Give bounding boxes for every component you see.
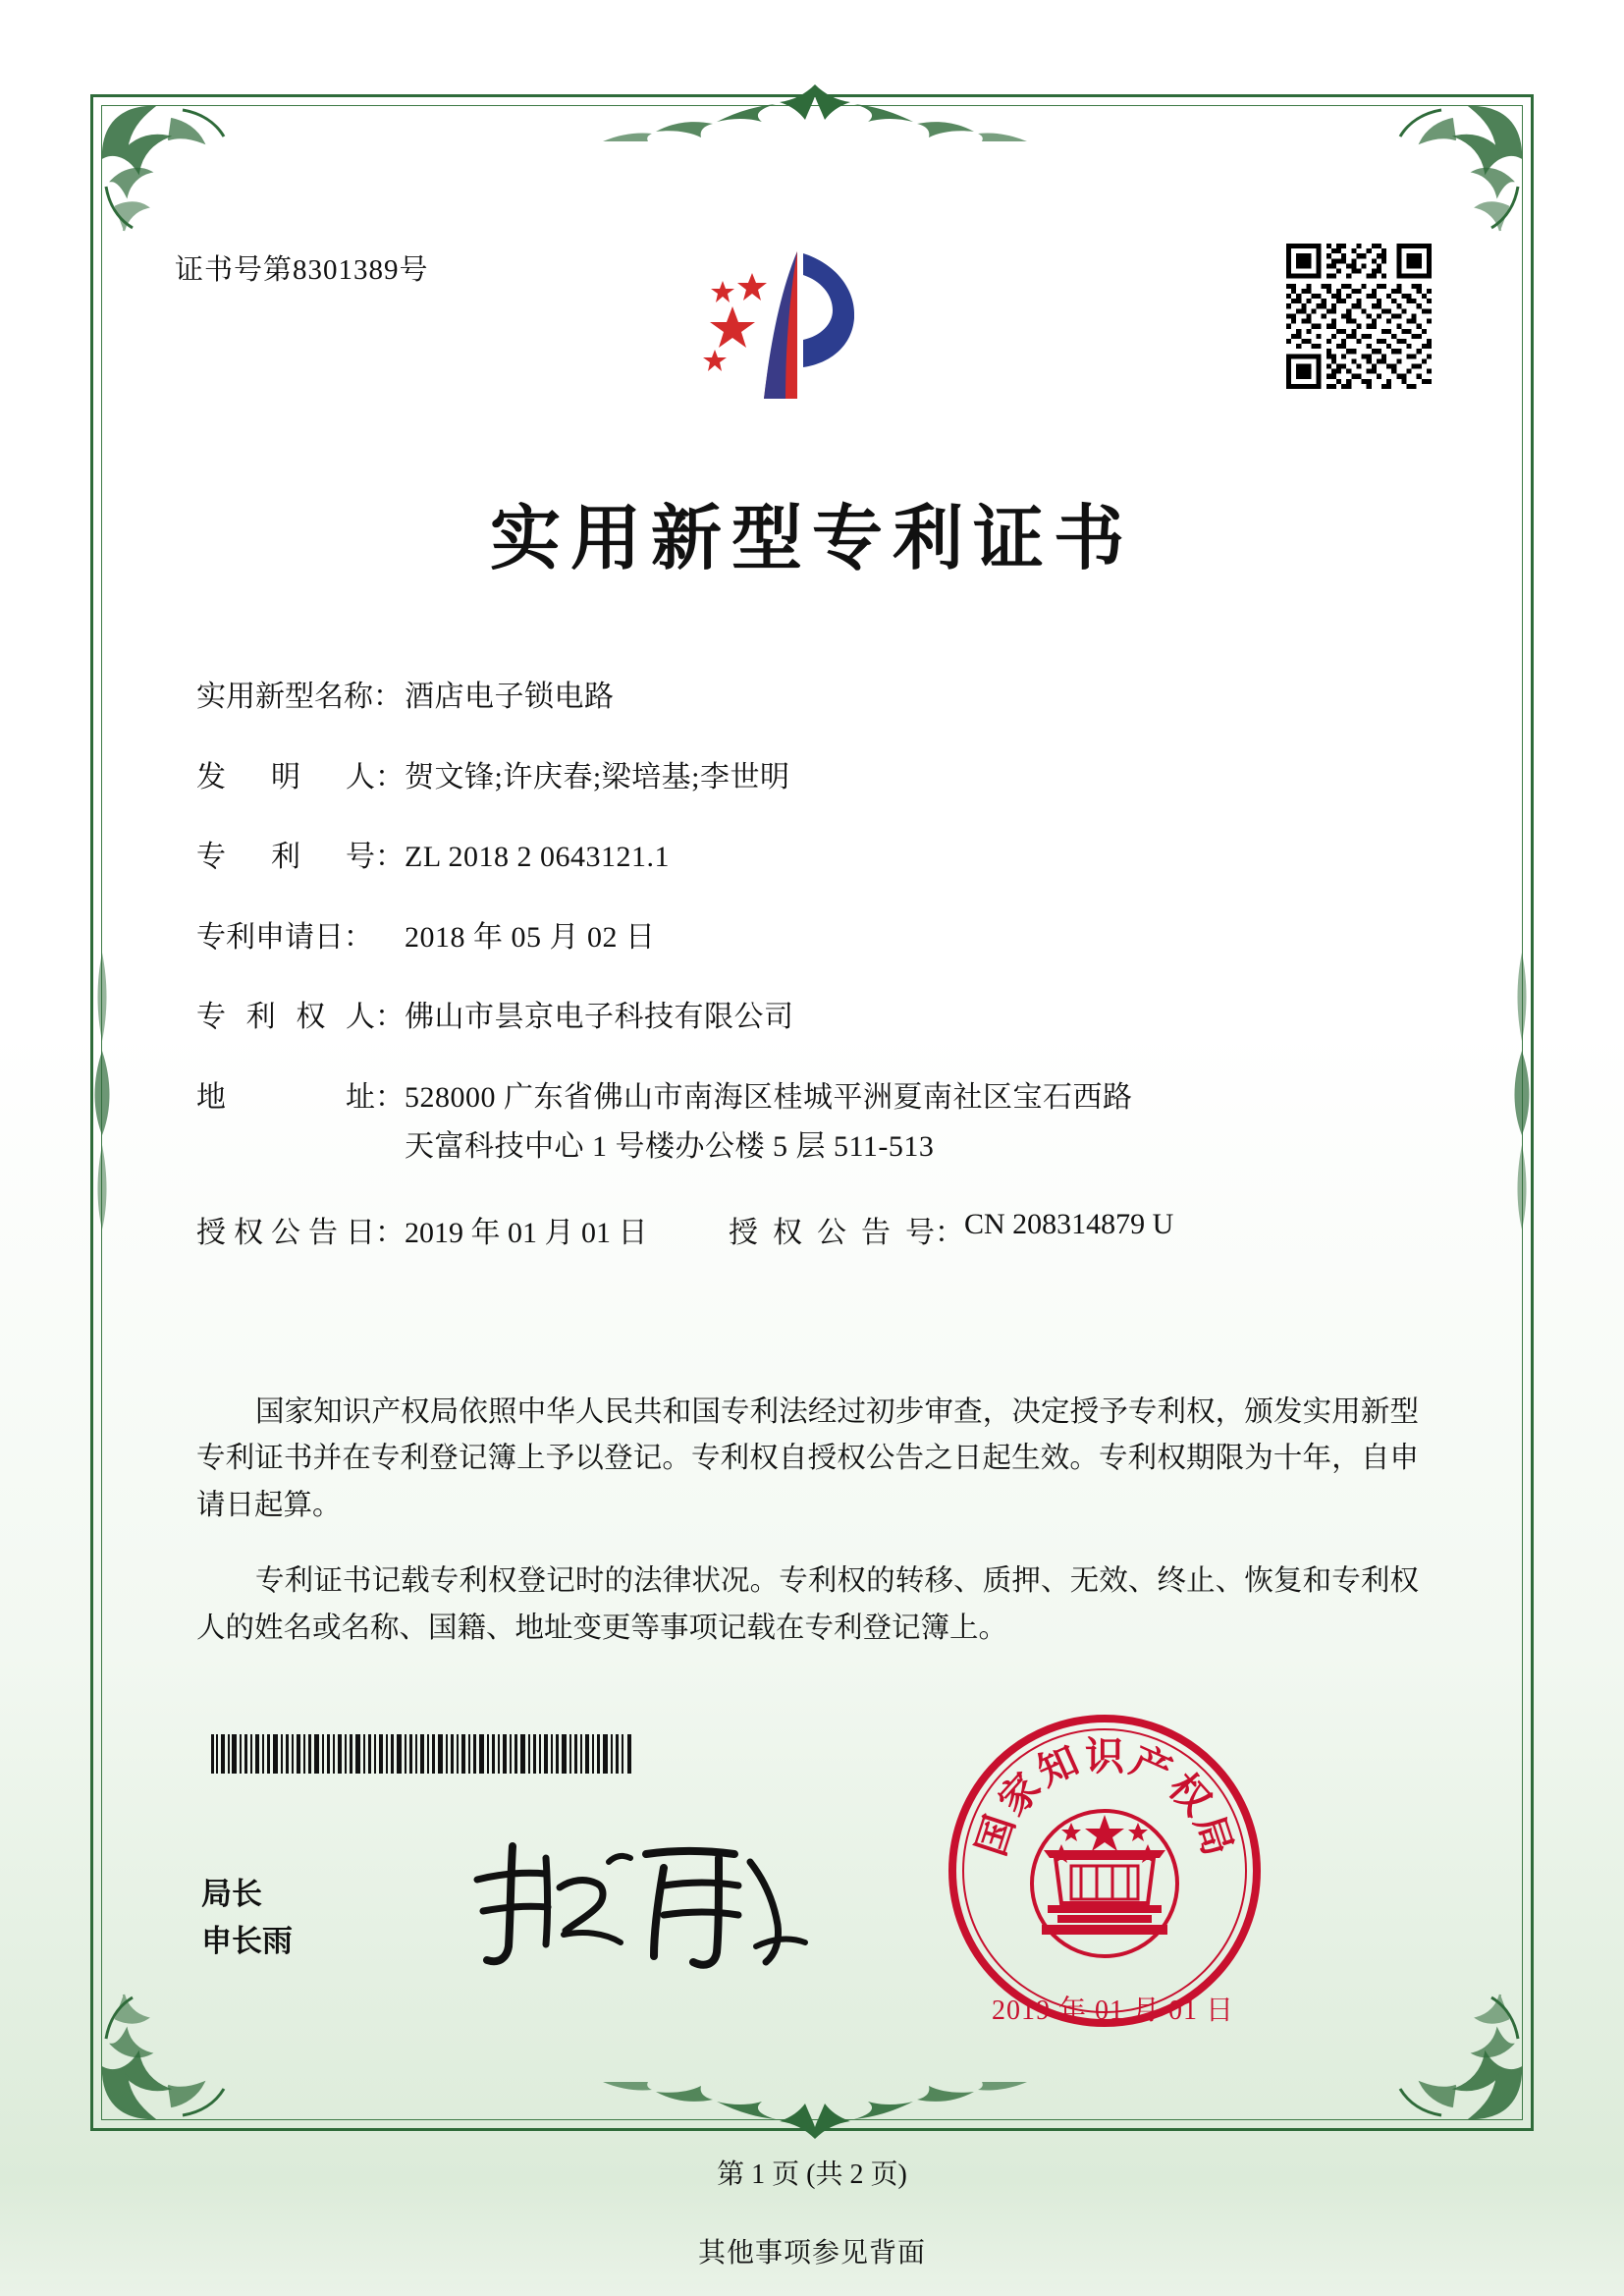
- legal-text: [196, 1360, 1419, 1659]
- label-char: 告: [861, 1216, 891, 1249]
- field-list: [196, 678, 1404, 1261]
- field-label-grant-number: [729, 1208, 964, 1251]
- field-grant-row: [196, 1208, 1404, 1251]
- svg-text:国: 国: [967, 1809, 1024, 1862]
- side-flourish-icon: [1500, 943, 1545, 1237]
- svg-text:知: 知: [1030, 1736, 1086, 1796]
- label-char: 址：: [346, 1080, 405, 1114]
- handwritten-signature-icon: [461, 1829, 825, 1976]
- corner-ornament-icon: [1382, 1980, 1530, 2127]
- label-char: 利: [271, 841, 300, 873]
- label-char: 公: [271, 1216, 300, 1249]
- field-label: 专利申请日：: [196, 920, 373, 954]
- field-value: 2018 年 05 月 02 日: [405, 920, 656, 954]
- bottom-flourish-icon: [530, 2082, 1100, 2143]
- svg-text:权: 权: [1159, 1764, 1220, 1825]
- field-utility-model-name: [196, 678, 1404, 718]
- cnipa-logo-icon: [687, 246, 903, 403]
- label-char: 人：: [345, 1001, 405, 1033]
- label-char: 权: [773, 1216, 802, 1249]
- side-flourish-icon: [79, 943, 124, 1237]
- paragraph-1: 国家知识产权局依照中华人民共和国专利法经过初步审查，决定授予专利权，颁发实用新型专利证书并在专利登记簿上予以登记。专利权自授权公告之日起生效。专利权期限为十年，自申请日起算。: [196, 1395, 1419, 1522]
- field-label: [196, 838, 405, 878]
- label-char: 专: [196, 841, 226, 873]
- field-value: ZL 2018 2 0643121.1: [405, 841, 671, 873]
- field-value-grant-date: 2019 年 01 月 01 日: [405, 1216, 648, 1249]
- field-patent-number: [196, 838, 1404, 878]
- field-value: 酒店电子锁电路: [405, 681, 615, 713]
- corner-ornament-icon: [94, 98, 242, 246]
- label-char: 明: [271, 760, 300, 793]
- svg-text:局: 局: [1185, 1809, 1242, 1862]
- corner-ornament-icon: [94, 1980, 242, 2127]
- label-char: 授: [729, 1216, 758, 1249]
- director-name-label: 申长雨: [201, 1924, 293, 1959]
- label-char: 权: [234, 1216, 263, 1249]
- field-value: 贺文锋;许庆春;梁培基;李世明: [405, 760, 790, 793]
- svg-text:识: 识: [1085, 1733, 1124, 1779]
- certificate-number: 证书号第8301389号: [175, 254, 429, 286]
- svg-text:产: 产: [1123, 1736, 1179, 1796]
- label-char: 告: [308, 1216, 338, 1249]
- label-char: 地: [196, 1080, 226, 1114]
- address-line-1: 528000 广东省佛山市南海区桂城平洲夏南社区宝石西路: [405, 1080, 1133, 1114]
- address-line-2: 天富科技中心 1 号楼办公楼 5 层 511-513: [405, 1130, 935, 1163]
- label-char: 权: [296, 1001, 326, 1033]
- page-number: 第 1 页 (共 2 页): [717, 2159, 907, 2190]
- paragraph-2: 专利证书记载专利权登记时的法律状况。专利权的转移、质押、无效、终止、恢复和专利权人的姓名或名称、国籍、地址变更等事项记载在专利登记簿上。: [196, 1565, 1419, 1645]
- barcode-icon: [211, 1734, 633, 1774]
- label-char: 人：: [346, 760, 405, 793]
- label-char: 专: [196, 1001, 226, 1033]
- label-char: 公: [817, 1216, 846, 1249]
- field-inventor: [196, 758, 1404, 798]
- field-value-grant-number: CN 208314879 U: [964, 1207, 1174, 1240]
- field-label-grant-date: [196, 1208, 405, 1251]
- qr-code-icon: [1286, 244, 1432, 389]
- field-value: 佛山市昙京电子科技有限公司: [405, 1001, 794, 1033]
- field-label: [196, 1078, 405, 1119]
- field-label: 实用新型名称：: [196, 681, 403, 713]
- field-label: [196, 758, 405, 798]
- corner-ornament-icon: [1382, 98, 1530, 246]
- field-value: [405, 1078, 1404, 1168]
- page-title: 实用新型专利证书: [489, 496, 1134, 579]
- label-char: 授: [196, 1216, 226, 1249]
- field-label: [196, 998, 405, 1038]
- seal-date: 2019 年 01 月 01 日: [992, 1995, 1235, 2026]
- signature-labels: [201, 1871, 293, 1965]
- field-patentee: [196, 998, 1404, 1038]
- official-red-seal-icon: [943, 1709, 1267, 2033]
- field-address: [196, 1078, 1404, 1168]
- svg-text:家: 家: [989, 1764, 1051, 1825]
- label-char: 日：: [346, 1216, 405, 1249]
- label-char: 发: [196, 760, 226, 793]
- back-note: 其他事项参见背面: [697, 2238, 926, 2269]
- label-char: 号：: [346, 841, 405, 873]
- director-role-label: 局长: [201, 1877, 262, 1911]
- top-flourish-icon: [530, 81, 1100, 141]
- label-char: 号：: [905, 1216, 964, 1249]
- label-char: 利: [245, 1001, 276, 1033]
- field-application-date: [196, 918, 1404, 958]
